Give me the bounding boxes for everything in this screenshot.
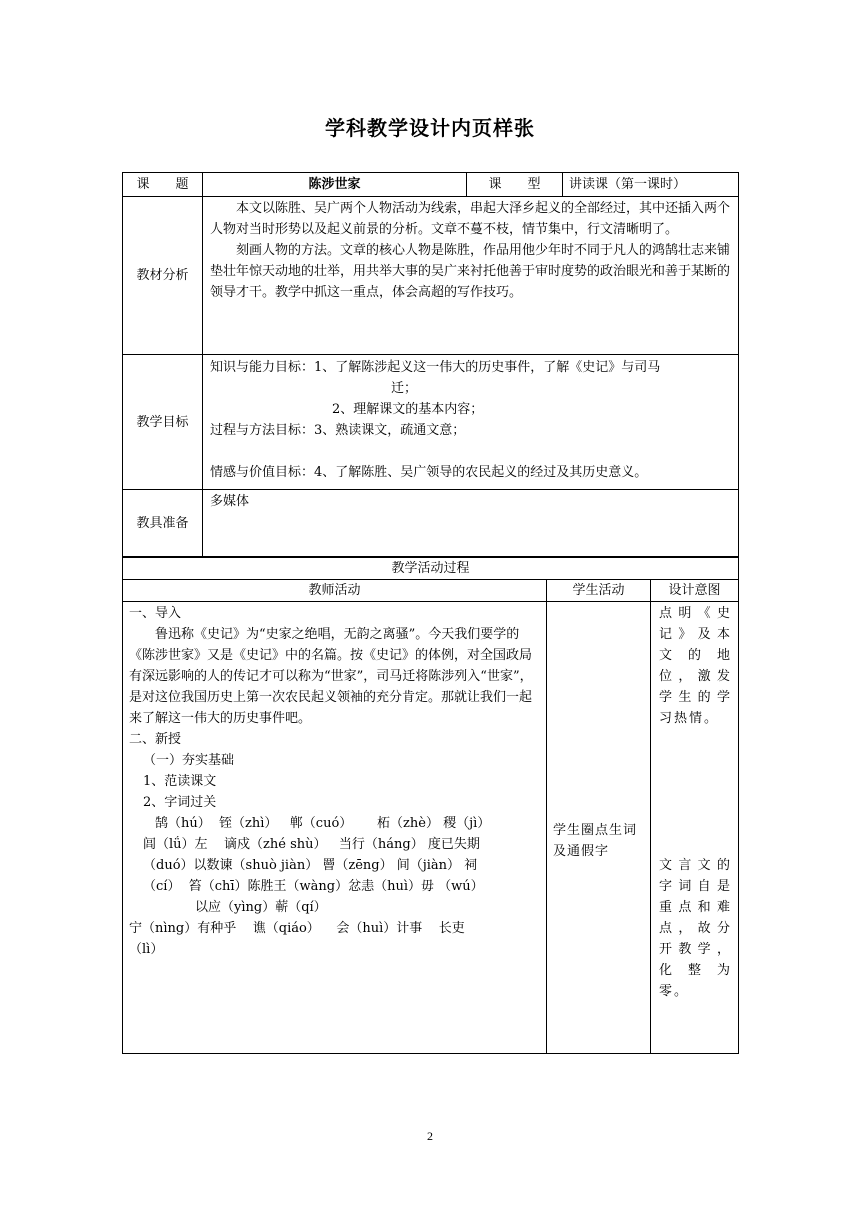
topic-value: 陈涉世家 (203, 173, 467, 197)
goal-line-3: 过程与方法目标：3、熟读课文，疏通文意； (210, 423, 466, 438)
subsection-basics: （一）夯实基础 (143, 753, 235, 768)
col-student-header: 学生活动 (547, 580, 651, 602)
vocab-line-4: （cí） 笞（chī）陈胜王（wàng）忿恚（huì）毋 （wú） (143, 879, 484, 894)
col-teacher-header: 教师活动 (123, 580, 547, 602)
vocab-line-6: 宁（nìng）有种乎 谯（qiáo） 会（huì）计事 长吏 (129, 921, 465, 936)
goal-line-4: 情感与价值目标：4、了解陈胜、吴广领导的农民起义的经过及其历史意义。 (210, 465, 648, 480)
process-title-row (123, 558, 739, 580)
teacher-activity-cell (123, 602, 547, 1054)
item-read-text: 1、范读课文 (143, 774, 217, 789)
intro-paragraph: 鲁迅称《史记》为“史家之绝唱，无韵之离骚”。今天我们要学的《陈涉世家》又是《史记》中的名篇。按《史记》的体例，对全国政局有深远影响的人的传记才可以称为“世家”，司马迁将陈涉列入“世家”，是对这位我国历史上第一次农民起义领袖的充分肯定。那就让我们一起来了解这一伟大的历史事件吧。 (129, 627, 533, 726)
intent-note-1: 点明《史记》及本文的地位，激发学生的学习热情。 (659, 606, 733, 726)
goal-line-1: 知识与能力目标：1、了解陈涉起义这一伟大的历史事件，了解《史记》与司马 (210, 360, 661, 375)
design-intent-cell (651, 602, 739, 1054)
process-table (122, 557, 739, 1054)
goals-row (123, 355, 739, 490)
process-title: 教学活动过程 (123, 558, 739, 580)
vocab-line-5: 以应（yìng）蕲（qí） (195, 900, 327, 915)
vocab-line-1: 鹄（hú） 铚（zhì） 郸（cuó） 柘（zhè） 稷（jì） (155, 816, 491, 831)
process-header-row (123, 580, 739, 602)
tools-value: 多媒体 (203, 490, 739, 557)
student-activity-cell: 学生圈点生词及通假字 (547, 602, 651, 1054)
analysis-paragraph-2: 刻画人物的方法。文章的核心人物是陈胜，作品用他少年时不同于凡人的鸿鹄壮志来铺垫壮年惊天动地的壮举，用共举大事的吴广来衬托他善于审时度势的政治眼光和善于某断的领导才干。教学中抓这一重点，体会高超的写作技巧。 (210, 243, 731, 300)
item-vocabulary: 2、字词过关 (143, 795, 217, 810)
analysis-paragraph-1: 本文以陈胜、吴广两个人物活动为线索，串起大泽乡起义的全部经过，其中还插入两个人物对当时形势以及起义前景的分析。文章不蔓不枝，情节集中，行文清晰明了。 (210, 201, 731, 237)
col-intent-header: 设计意图 (651, 580, 739, 602)
page-number: 2 (427, 1129, 433, 1143)
goals-content (203, 355, 739, 490)
vocab-line-3: （duó）以数谏（shuò jiàn） 罾（zēng） 间（jiàn） 祠 (143, 858, 478, 873)
goal-line-2: 2、理解课文的基本内容； (332, 402, 484, 417)
vocab-line-2: 闾（lǘ）左 谪戍（zhé shù） 当行（háng） 度已失期 (143, 837, 480, 852)
process-body-row (123, 602, 739, 1054)
topic-row (123, 173, 739, 197)
section-new-heading: 二、新授 (129, 732, 182, 747)
analysis-label: 教材分析 (123, 197, 203, 355)
analysis-row (123, 197, 739, 355)
type-label: 课 型 (467, 173, 563, 197)
section-intro-heading: 一、导入 (129, 606, 182, 621)
vocab-line-7: （lì） (129, 942, 164, 957)
page-title: 学科教学设计内页样张 (325, 116, 535, 140)
lesson-info-table (122, 172, 739, 557)
goals-label: 教学目标 (123, 355, 203, 490)
type-value: 讲读课（第一课时） (563, 173, 739, 197)
intent-note-2: 文言文的字词自是重点和难点，故分开教学，化整为零。 (659, 858, 733, 999)
topic-label: 课 题 (123, 173, 203, 197)
tools-label: 教具准备 (123, 490, 203, 557)
goal-line-1-cont: 迁； (391, 381, 418, 396)
tools-row (123, 490, 739, 557)
analysis-content (203, 197, 739, 355)
